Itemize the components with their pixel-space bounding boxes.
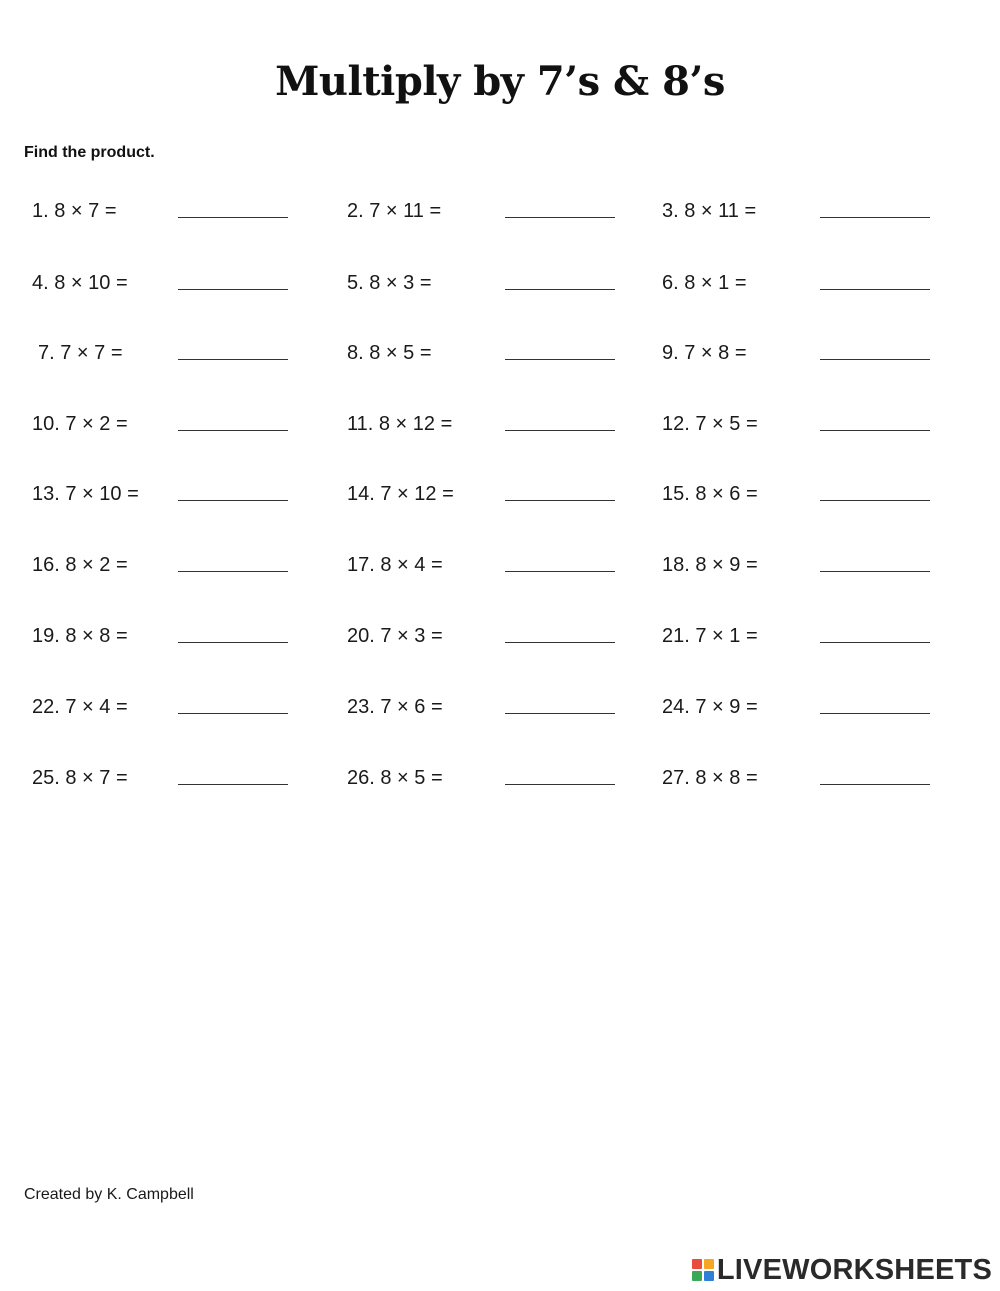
problem-text: 7. 7 × 7 = — [38, 342, 123, 364]
logo-blocks-icon — [692, 1259, 714, 1281]
problem-item — [0, 196, 1000, 230]
answer-blank[interactable] — [820, 642, 930, 643]
logo-block — [692, 1271, 702, 1281]
answer-blank[interactable] — [820, 359, 930, 360]
problem-text: 23. 7 × 6 = — [347, 696, 443, 718]
liveworksheets-logo — [692, 1253, 992, 1287]
problem-text: 8. 8 × 5 = — [347, 342, 432, 364]
problem-text: 6. 8 × 1 = — [662, 272, 747, 294]
answer-blank[interactable] — [820, 217, 930, 218]
problem-text: 1. 8 × 7 = — [32, 200, 117, 222]
problem-text: 22. 7 × 4 = — [32, 696, 128, 718]
problem-text: 16. 8 × 2 = — [32, 554, 128, 576]
problem-text: 10. 7 × 2 = — [32, 413, 128, 435]
problem-text: 20. 7 × 3 = — [347, 625, 443, 647]
worksheet-title: Multiply by 7’s & 8’s — [275, 58, 725, 105]
problem-text: 24. 7 × 9 = — [662, 696, 758, 718]
problem-text: 18. 8 × 9 = — [662, 554, 758, 576]
answer-blank[interactable] — [820, 571, 930, 572]
problem-item — [0, 621, 1000, 655]
logo-text: LIVEWORKSHEETS — [716, 1253, 992, 1286]
problem-item — [0, 338, 1000, 372]
problem-text: 25. 8 × 7 = — [32, 767, 128, 789]
problem-text: 2. 7 × 11 = — [347, 200, 442, 222]
answer-blank[interactable] — [820, 430, 930, 431]
answer-blank[interactable] — [820, 289, 930, 290]
answer-blank[interactable] — [820, 784, 930, 785]
problem-text: 15. 8 × 6 = — [662, 483, 758, 505]
logo-block — [692, 1259, 702, 1269]
problem-item — [0, 763, 1000, 797]
problem-text: 17. 8 × 4 = — [347, 554, 443, 576]
problem-text: 9. 7 × 8 = — [662, 342, 747, 364]
logo-block — [704, 1271, 714, 1281]
problem-item — [0, 692, 1000, 726]
problem-text: 11. 8 × 12 = — [347, 413, 453, 435]
problem-text: 3. 8 × 11 = — [662, 200, 757, 222]
instructions: Find the product. — [24, 144, 155, 161]
author-credit: Created by K. Campbell — [24, 1186, 194, 1203]
problem-text: 4. 8 × 10 = — [32, 272, 128, 294]
problem-text: 14. 7 × 12 = — [347, 483, 454, 505]
problem-item — [0, 479, 1000, 513]
problem-item — [0, 268, 1000, 302]
problem-text: 12. 7 × 5 = — [662, 413, 758, 435]
problem-item — [0, 409, 1000, 443]
problem-item — [0, 550, 1000, 584]
problem-text: 27. 8 × 8 = — [662, 767, 758, 789]
problem-text: 21. 7 × 1 = — [662, 625, 758, 647]
answer-blank[interactable] — [820, 713, 930, 714]
problem-text: 5. 8 × 3 = — [347, 272, 432, 294]
problem-grid — [0, 196, 1000, 806]
problem-text: 13. 7 × 10 = — [32, 483, 139, 505]
answer-blank[interactable] — [820, 500, 930, 501]
logo-block — [704, 1259, 714, 1269]
problem-text: 26. 8 × 5 = — [347, 767, 443, 789]
problem-text: 19. 8 × 8 = — [32, 625, 128, 647]
